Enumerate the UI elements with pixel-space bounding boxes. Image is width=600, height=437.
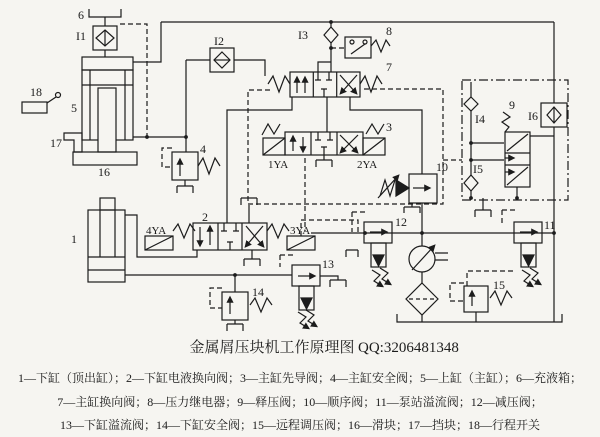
label-8: 8 — [386, 24, 392, 38]
lower-cylinder — [88, 198, 125, 282]
label-17: 17 — [50, 136, 62, 150]
pressure-relay — [345, 37, 390, 58]
label-i4: I4 — [475, 112, 485, 126]
charge-tank — [89, 9, 121, 17]
legend-line-3: 13—下缸溢流阀；14—下缸安全阀；15—远程调压阀；16—滑块；17—挡块；18—行程开关 — [59, 418, 541, 432]
label-13: 13 — [322, 257, 334, 271]
main-directional-valve-7 — [268, 72, 382, 97]
label-12: 12 — [395, 215, 407, 229]
check-valve-i6 — [541, 103, 567, 127]
legend-line-2: 7—主缸换向阀；8—压力继电器；9—释压阀；10—顺序阀；11—泵站溢流阀；12—减压阀； — [57, 395, 543, 409]
label-14: 14 — [252, 285, 264, 299]
label-3: 3 — [386, 120, 392, 134]
label-i3: I3 — [298, 28, 308, 42]
check-valve-i2 — [210, 48, 234, 72]
label-6: 6 — [78, 8, 84, 22]
check-valve-i5 — [464, 175, 478, 191]
check-valve-i1 — [93, 26, 117, 50]
check-valve-i4 — [464, 97, 478, 111]
label-18: 18 — [30, 85, 42, 99]
caption-block — [18, 339, 582, 432]
hydraulic-pump — [409, 246, 448, 272]
label-i1: I1 — [76, 29, 86, 43]
label-4: 4 — [200, 142, 206, 156]
safety-valve-4 — [172, 152, 220, 193]
lower-safety-valve-14 — [222, 292, 272, 331]
label-15: 15 — [493, 278, 505, 292]
label-3ya: 3YA — [290, 225, 311, 237]
reducing-valve-12 — [346, 222, 392, 286]
slider — [73, 152, 137, 165]
label-i6: I6 — [528, 109, 538, 123]
label-1: 1 — [71, 232, 77, 246]
label-i5: I5 — [473, 162, 483, 176]
label-i2: I2 — [214, 34, 224, 48]
check-valve-i3 — [324, 27, 338, 43]
label-4ya: 4YA — [146, 225, 167, 237]
sequence-valve-10 — [378, 174, 437, 213]
diagram-title-qq: QQ:3206481348 — [358, 340, 459, 356]
legend-line-1: 1—下缸（顶出缸）；2—下缸电液换向阀；3—主缸先导阀；4—主缸安全阀；5—上缸（主缸）；6—充液箱； — [17, 371, 583, 385]
label-2ya: 2YA — [357, 159, 378, 171]
suction-filter — [406, 283, 438, 315]
lower-relief-valve-13 — [292, 265, 346, 328]
upper-cylinder — [82, 57, 133, 152]
label-1ya: 1YA — [268, 159, 289, 171]
label-10: 10 — [436, 160, 448, 174]
label-9: 9 — [509, 98, 515, 112]
pump-relief-valve-11 — [514, 222, 542, 286]
junction-dots — [145, 20, 556, 277]
label-2: 2 — [202, 210, 208, 224]
label-11: 11 — [544, 218, 556, 232]
stop-block — [64, 133, 82, 152]
label-5: 5 — [71, 101, 77, 115]
diagram-title: 金属屑压块机工作原理图 — [189, 340, 355, 356]
label-16: 16 — [98, 165, 110, 179]
label-7: 7 — [386, 60, 392, 74]
